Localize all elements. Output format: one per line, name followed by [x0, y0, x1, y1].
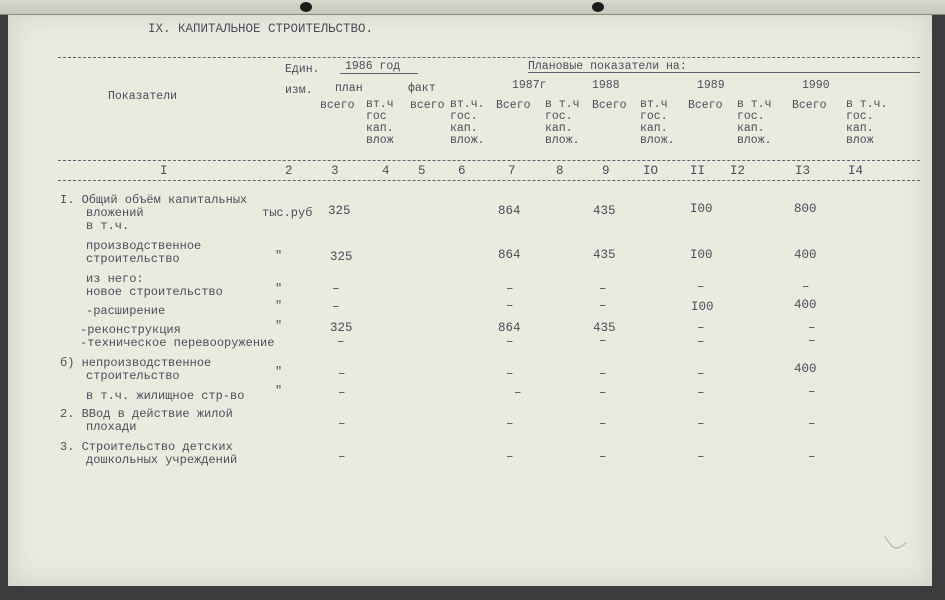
row2-c13: 400 — [794, 248, 817, 262]
row7-unit: " — [275, 365, 283, 379]
row9-c11: – — [697, 417, 705, 431]
row4-c11: I00 — [691, 300, 714, 314]
col10-header: вт.ч гос. кап. влож. — [640, 98, 675, 147]
row3-c7: – — [506, 282, 514, 296]
row6-c11: – — [697, 335, 705, 349]
col5-header: всего — [410, 99, 445, 112]
colnum-5: 5 — [418, 164, 426, 178]
colnum-8: 8 — [556, 164, 564, 178]
row5-c3: 325 — [330, 321, 353, 335]
row1-c9: 435 — [593, 204, 616, 218]
colnum-11: II — [690, 164, 706, 178]
col14-header: в т.ч. гос. кап. влож — [846, 98, 888, 147]
row5-label-1: -реконструкция — [80, 323, 181, 337]
row2-label-1: производственное — [86, 239, 202, 253]
row2-c7: 864 — [498, 248, 521, 262]
row4-c3: – — [332, 300, 340, 314]
col3-header: всего — [320, 99, 355, 112]
row1-c7: 864 — [498, 204, 521, 218]
row7-c3: – — [338, 367, 346, 381]
header-unit-2: изм. — [285, 84, 313, 97]
row2-label-2: строительство — [86, 252, 180, 266]
row4-c9: – — [599, 299, 607, 313]
row10-c7: – — [506, 450, 514, 464]
header-unit-1: Един. — [285, 63, 320, 76]
colnum-13: I3 — [795, 164, 811, 178]
row1-c3: 325 — [328, 204, 351, 218]
row5-c11: – — [697, 321, 705, 335]
row8-unit: " — [275, 384, 283, 398]
punch-hole-right — [592, 2, 604, 12]
col9-header: Всего — [592, 99, 627, 112]
col8-header: в т.ч гос. кап. влож. — [545, 98, 580, 147]
row7-c7: – — [506, 367, 514, 381]
row2-c9: 435 — [593, 248, 616, 262]
row3-c13: – — [802, 280, 810, 294]
row6-c9: – — [599, 334, 607, 348]
row9-c9: – — [599, 417, 607, 431]
header-year-1988: 1988 — [592, 79, 620, 92]
row7-label-1: б) непроизводственное — [60, 356, 212, 370]
row10-c3: – — [338, 450, 346, 464]
row3-label-2: новое строительство — [86, 285, 223, 299]
binder-strip — [0, 0, 945, 15]
page-title: IX. КАПИТАЛЬНОЕ СТРОИТЕЛЬСТВО. — [148, 22, 374, 36]
row9-c13: – — [808, 417, 816, 431]
colnum-1: I — [160, 164, 168, 178]
row4-c7: – — [506, 299, 514, 313]
header-mid-rule — [58, 160, 920, 161]
row3-c9: – — [599, 282, 607, 296]
colnum-14: I4 — [848, 164, 864, 178]
row8-c9: – — [599, 386, 607, 400]
row5-c7: 864 — [498, 321, 521, 335]
row7-c9: – — [599, 367, 607, 381]
row3-unit: " — [275, 282, 283, 296]
row10-c11: – — [697, 450, 705, 464]
row5-unit: " — [275, 319, 283, 333]
colnum-6: 6 — [458, 164, 466, 178]
row8-label-1: в т.ч. жилищное стр-во — [86, 389, 245, 403]
row10-label-2: дошкольных учреждений — [86, 453, 238, 467]
header-year-1990: 1990 — [802, 79, 830, 92]
row9-c3: – — [338, 417, 346, 431]
row10-label-1: 3. Строительство детских — [60, 440, 233, 454]
row1-label-3: в т.ч. — [86, 219, 130, 233]
col7-header: Всего — [496, 99, 531, 112]
row1-label-2: вложений — [86, 206, 144, 220]
row7-c13: 400 — [794, 362, 817, 376]
header-bottom-rule — [58, 180, 920, 181]
row4-label-1: -расширение — [86, 304, 166, 318]
row6-c13: – — [808, 334, 816, 348]
row9-label-2: плохади — [86, 420, 137, 434]
col4-header: вт.ч гос кап. влож — [366, 98, 394, 147]
header-indicators: Показатели — [108, 90, 178, 103]
col11-header: Всего — [688, 99, 723, 112]
row3-c11: – — [697, 280, 705, 294]
col6-header: вт.ч. гос. кап. влож. — [450, 98, 485, 147]
row1-c13: 800 — [794, 202, 817, 216]
punch-hole-left — [300, 2, 312, 12]
header-year-1986: 1986 год — [345, 60, 401, 73]
colnum-9: 9 — [602, 164, 610, 178]
colnum-4: 4 — [382, 164, 390, 178]
row8-c3: – — [338, 386, 346, 400]
row9-label-1: 2. ВВод в действие жилой — [60, 407, 233, 421]
row8-c13: – — [808, 385, 816, 399]
col12-header: в т.ч гос. кап. влож. — [737, 98, 772, 147]
row5-c9: 435 — [593, 321, 616, 335]
colnum-3: 3 — [331, 164, 339, 178]
row6-c3: – — [337, 335, 345, 349]
row6-label-1: -техническое перевооружение — [80, 336, 275, 350]
row1-label-1: I. Общий объём капитальных — [60, 193, 248, 207]
row4-c13: 400 — [794, 298, 817, 312]
row2-unit: " — [275, 249, 283, 263]
row5-c13: – — [808, 321, 816, 335]
row1-c11: I00 — [690, 202, 713, 216]
colnum-12: I2 — [730, 164, 746, 178]
colnum-7: 7 — [508, 164, 516, 178]
row4-unit: " — [275, 299, 283, 313]
row7-label-2: строительство — [86, 369, 180, 383]
header-year-1987: 1987г — [512, 79, 547, 92]
row3-label-1: из него: — [86, 272, 144, 286]
colnum-10: IO — [643, 164, 659, 178]
header-fact: факт — [408, 82, 436, 95]
header-year-1989: 1989 — [697, 79, 725, 92]
row1-unit: тыс.руб — [262, 206, 313, 220]
header-top-rule — [58, 57, 920, 58]
row8-c11: – — [697, 386, 705, 400]
row9-c7: – — [506, 417, 514, 431]
row8-c7: – — [514, 386, 522, 400]
row2-c3: 325 — [330, 250, 353, 264]
header-plan: план — [335, 82, 363, 95]
row7-c11: – — [697, 367, 705, 381]
row3-c3: – — [332, 282, 340, 296]
col13-header: Всего — [792, 99, 827, 112]
colnum-2: 2 — [285, 164, 293, 178]
row10-c9: – — [599, 450, 607, 464]
row6-c7: – — [506, 335, 514, 349]
row2-c11: I00 — [690, 248, 713, 262]
year-1986-underline — [340, 73, 418, 74]
row10-c13: – — [808, 450, 816, 464]
header-planned: Плановые показатели на: — [528, 60, 687, 73]
